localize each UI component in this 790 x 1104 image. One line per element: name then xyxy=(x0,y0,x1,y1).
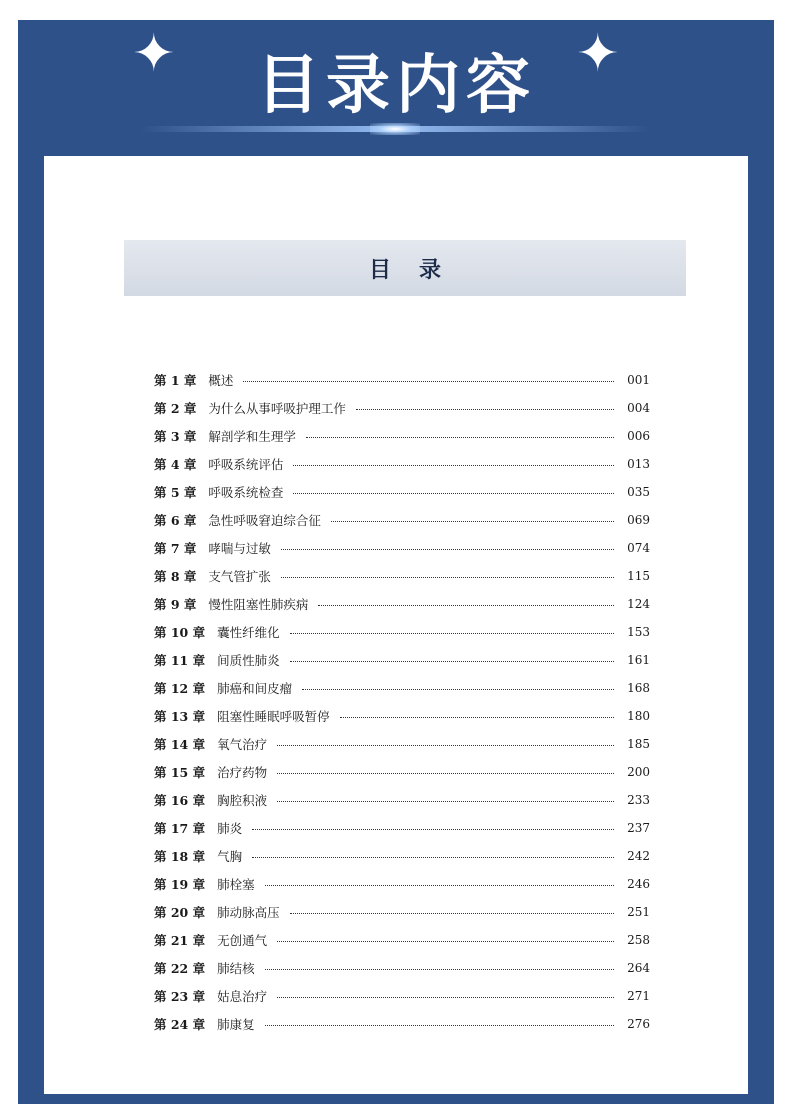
toc-chapter-number: 第 18 章 xyxy=(154,849,206,864)
toc-page-number: 069 xyxy=(627,513,650,527)
toc-page-number: 258 xyxy=(627,933,650,947)
toc-dot-leader xyxy=(356,409,614,410)
toc-dot-leader xyxy=(293,465,614,466)
toc-entry xyxy=(154,954,650,982)
toc-page-number: 264 xyxy=(627,961,650,975)
toc-page-number: 006 xyxy=(627,429,650,443)
toc-chapter-number: 第 21 章 xyxy=(154,933,206,948)
toc-dot-leader xyxy=(290,661,614,662)
toc-entry xyxy=(154,506,650,534)
toc-page-number: 237 xyxy=(627,821,650,835)
toc-page-number: 115 xyxy=(627,569,650,583)
toc-dot-leader xyxy=(265,885,614,886)
toc-dot-leader xyxy=(293,493,614,494)
book-page xyxy=(44,156,748,1094)
toc-chapter-number: 第 3 章 xyxy=(154,429,197,444)
toc-chapter-title: 肺炎 xyxy=(217,821,243,836)
toc-chapter-title: 囊性纤维化 xyxy=(217,625,280,640)
toc-entry xyxy=(154,450,650,478)
toc-dot-leader xyxy=(290,633,614,634)
toc-entry xyxy=(154,562,650,590)
toc-page-number: 185 xyxy=(627,737,650,751)
toc-page-number: 004 xyxy=(627,401,650,415)
toc-entry xyxy=(154,674,650,702)
toc-chapter-number: 第 16 章 xyxy=(154,793,206,808)
toc-dot-leader xyxy=(252,857,614,858)
toc-entry xyxy=(154,926,650,954)
toc-page-number: 246 xyxy=(627,877,650,891)
toc-header-band xyxy=(124,240,686,296)
toc-entry xyxy=(154,814,650,842)
toc-chapter-title: 无创通气 xyxy=(217,933,268,948)
toc-dot-leader xyxy=(277,745,614,746)
toc-page-number: 035 xyxy=(627,485,650,499)
toc-chapter-number: 第 1 章 xyxy=(154,373,197,388)
toc-entry xyxy=(154,702,650,730)
toc-chapter-title: 支气管扩张 xyxy=(208,569,271,584)
toc-page-number: 200 xyxy=(627,765,650,779)
banner-glow-dot xyxy=(370,123,420,135)
toc-page-number: 161 xyxy=(627,653,650,667)
toc-chapter-title: 治疗药物 xyxy=(217,765,268,780)
toc-dot-leader xyxy=(265,1025,614,1026)
toc-chapter-title: 胸腔积液 xyxy=(217,793,268,808)
toc-entry xyxy=(154,394,650,422)
sparkle-left-icon: ✦ xyxy=(132,24,176,84)
toc-chapter-title: 慢性阻塞性肺疾病 xyxy=(208,597,309,612)
toc-entry xyxy=(154,758,650,786)
toc-chapter-number: 第 11 章 xyxy=(154,653,206,668)
toc-chapter-title: 急性呼吸窘迫综合征 xyxy=(208,513,321,528)
toc-entry xyxy=(154,646,650,674)
toc-chapter-number: 第 7 章 xyxy=(154,541,197,556)
toc-chapter-title: 呼吸系统检查 xyxy=(208,485,284,500)
toc-page-number: 013 xyxy=(627,457,650,471)
toc-chapter-number: 第 2 章 xyxy=(154,401,197,416)
toc-chapter-title: 氧气治疗 xyxy=(217,737,268,752)
toc-page-number: 001 xyxy=(627,373,650,387)
toc-chapter-title: 呼吸系统评估 xyxy=(208,457,284,472)
toc-page-number: 074 xyxy=(627,541,650,555)
toc-entry xyxy=(154,730,650,758)
toc-dot-leader xyxy=(252,829,614,830)
toc-dot-leader xyxy=(306,437,614,438)
toc-chapter-number: 第 20 章 xyxy=(154,905,206,920)
toc-chapter-title: 概述 xyxy=(208,373,234,388)
toc-entry xyxy=(154,1010,650,1038)
toc-entry xyxy=(154,982,650,1010)
toc-entry xyxy=(154,786,650,814)
toc-dot-leader xyxy=(290,913,614,914)
toc-chapter-number: 第 23 章 xyxy=(154,989,206,1004)
toc-chapter-title: 间质性肺炎 xyxy=(217,653,280,668)
toc-chapter-number: 第 8 章 xyxy=(154,569,197,584)
toc-chapter-title: 气胸 xyxy=(217,849,243,864)
toc-dot-leader xyxy=(265,969,614,970)
toc-page-number: 168 xyxy=(627,681,650,695)
toc-chapter-title: 姑息治疗 xyxy=(217,989,268,1004)
toc-chapter-title: 为什么从事呼吸护理工作 xyxy=(208,401,346,416)
toc-chapter-number: 第 13 章 xyxy=(154,709,206,724)
toc-dot-leader xyxy=(318,605,614,606)
toc-page-number: 233 xyxy=(627,793,650,807)
toc-chapter-number: 第 5 章 xyxy=(154,485,197,500)
toc-entry xyxy=(154,618,650,646)
toc-chapter-title: 解剖学和生理学 xyxy=(208,429,296,444)
toc-chapter-title: 哮喘与过敏 xyxy=(208,541,271,556)
toc-dot-leader xyxy=(277,801,614,802)
toc-dot-leader xyxy=(277,997,614,998)
toc-entry xyxy=(154,534,650,562)
toc-dot-leader xyxy=(331,521,614,522)
toc-header-title: 目录 xyxy=(368,256,469,283)
toc-entry xyxy=(154,842,650,870)
toc-list xyxy=(154,366,650,1038)
sparkle-right-icon: ✦ xyxy=(576,24,620,84)
toc-chapter-number: 第 12 章 xyxy=(154,681,206,696)
toc-page-number: 153 xyxy=(627,625,650,639)
toc-entry xyxy=(154,870,650,898)
toc-chapter-number: 第 24 章 xyxy=(154,1017,206,1032)
toc-chapter-number: 第 9 章 xyxy=(154,597,197,612)
toc-dot-leader xyxy=(281,549,614,550)
toc-page-number: 124 xyxy=(627,597,650,611)
toc-entry xyxy=(154,590,650,618)
toc-dot-leader xyxy=(277,773,614,774)
toc-entry xyxy=(154,366,650,394)
toc-chapter-number: 第 22 章 xyxy=(154,961,206,976)
toc-chapter-title: 肺康复 xyxy=(217,1017,255,1032)
toc-dot-leader xyxy=(302,689,614,690)
toc-dot-leader xyxy=(281,577,614,578)
toc-dot-leader xyxy=(243,381,614,382)
toc-chapter-number: 第 6 章 xyxy=(154,513,197,528)
toc-entry xyxy=(154,422,650,450)
toc-page-number: 251 xyxy=(627,905,650,919)
banner-title: 目录内容 xyxy=(256,49,536,123)
toc-dot-leader xyxy=(277,941,614,942)
toc-chapter-title: 肺栓塞 xyxy=(217,877,255,892)
toc-chapter-number: 第 10 章 xyxy=(154,625,206,640)
toc-chapter-number: 第 14 章 xyxy=(154,737,206,752)
toc-dot-leader xyxy=(340,717,614,718)
toc-chapter-number: 第 4 章 xyxy=(154,457,197,472)
toc-chapter-number: 第 19 章 xyxy=(154,877,206,892)
toc-page-number: 242 xyxy=(627,849,650,863)
toc-chapter-title: 阻塞性睡眠呼吸暂停 xyxy=(217,709,330,724)
toc-chapter-title: 肺癌和间皮瘤 xyxy=(217,681,293,696)
toc-chapter-number: 第 15 章 xyxy=(154,765,206,780)
toc-entry xyxy=(154,478,650,506)
toc-page-number: 271 xyxy=(627,989,650,1003)
toc-chapter-title: 肺动脉高压 xyxy=(217,905,280,920)
toc-page-number: 180 xyxy=(627,709,650,723)
toc-chapter-number: 第 17 章 xyxy=(154,821,206,836)
toc-entry xyxy=(154,898,650,926)
toc-chapter-title: 肺结核 xyxy=(217,961,255,976)
toc-page-number: 276 xyxy=(627,1017,650,1031)
